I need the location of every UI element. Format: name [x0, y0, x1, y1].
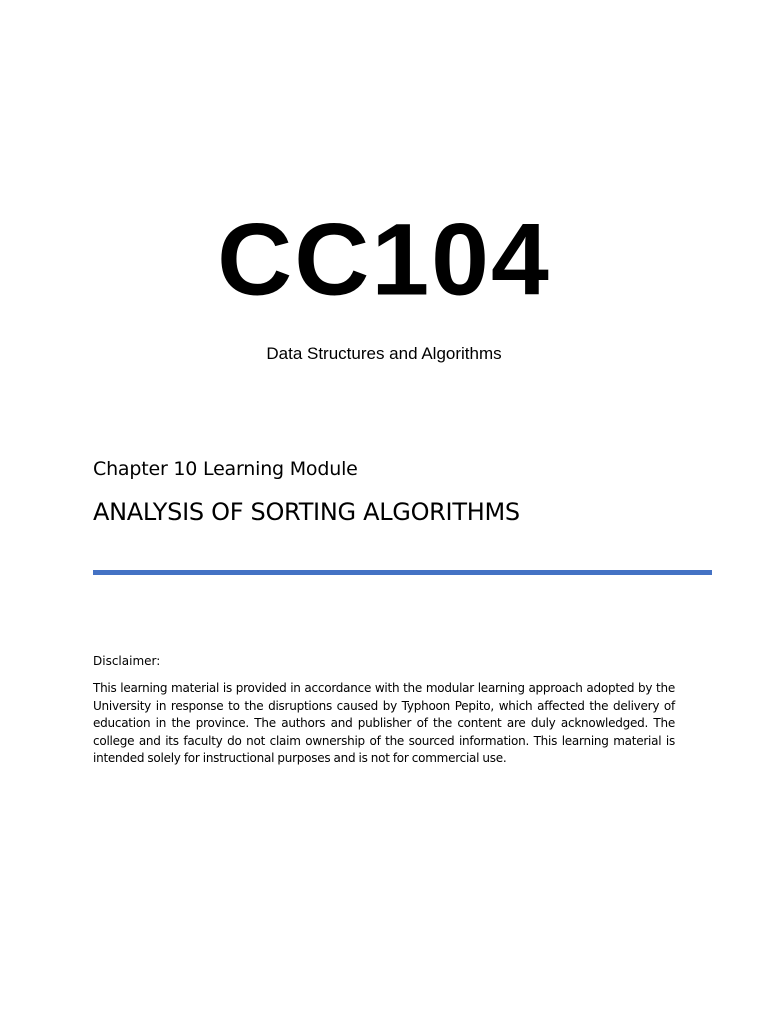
- disclaimer-label: Disclaimer:: [93, 654, 161, 668]
- module-title: ANALYSIS OF SORTING ALGORITHMS: [93, 498, 520, 526]
- disclaimer-body: This learning material is provided in accordance with the modular learning approach adopted by the University in response to the disruptions caused by Typhoon Pepito, which affected the delivery of education in the province. The authors and publisher of the content are duly acknowledged. The college and its faculty do not claim ownership of the sourced information. This learning material is intended solely for instructional purposes and is not for commercial use.: [93, 681, 675, 765]
- divider-rule: [93, 570, 712, 575]
- course-title: Data Structures and Algorithms: [266, 344, 502, 363]
- course-code: CC104: [217, 203, 551, 317]
- chapter-label: Chapter 10 Learning Module: [93, 458, 358, 480]
